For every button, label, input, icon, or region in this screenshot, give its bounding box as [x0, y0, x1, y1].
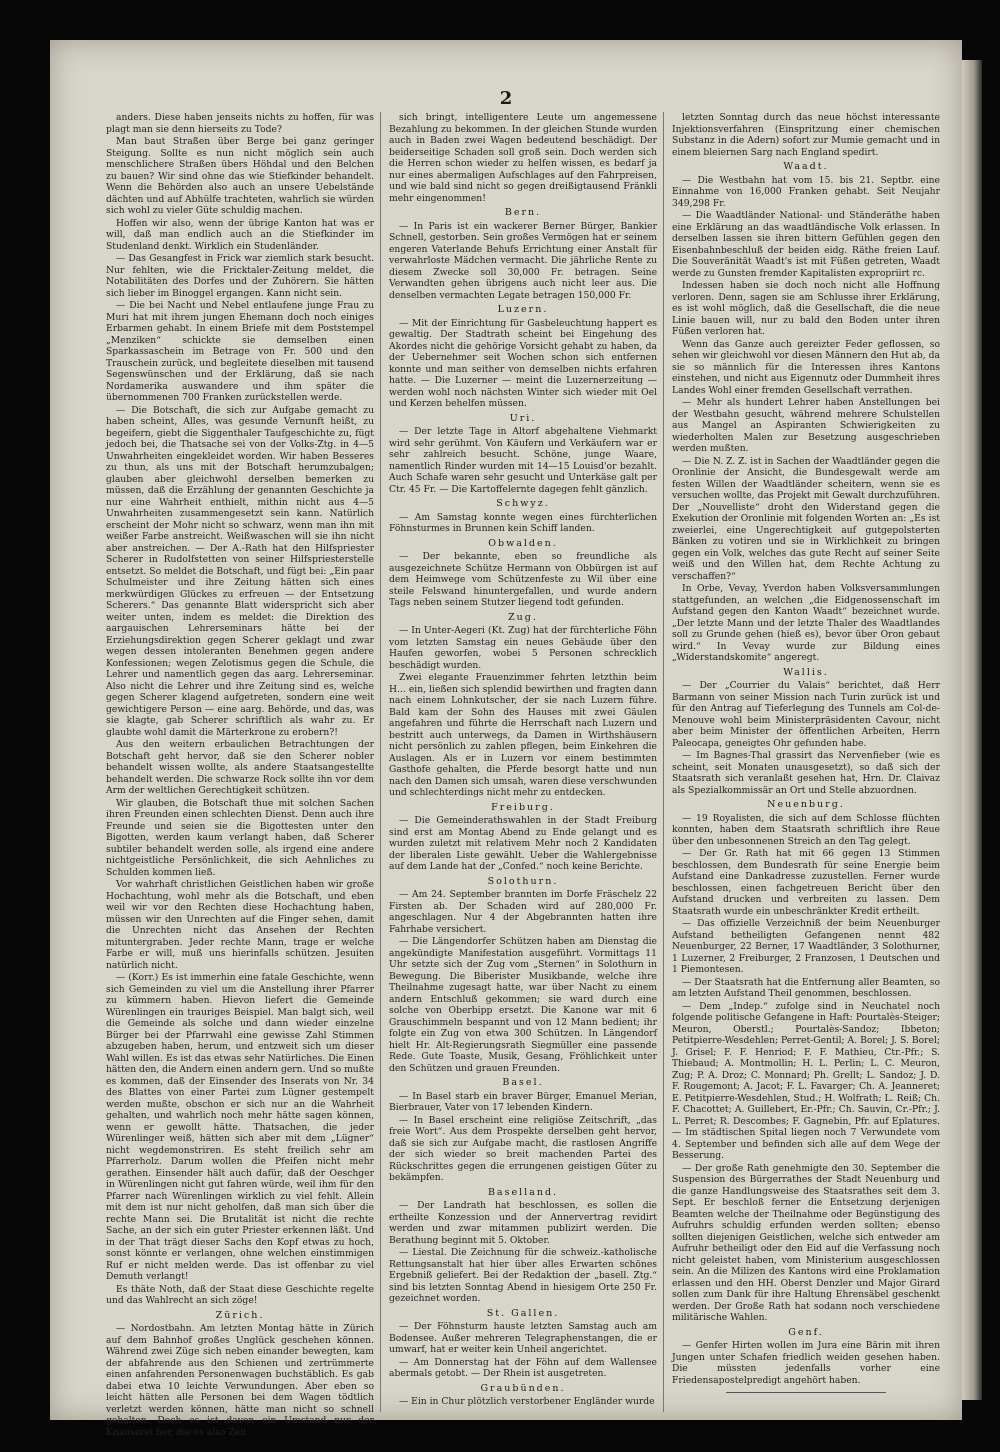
paragraph: — Am Donnerstag hat der Föhn auf dem Wallensee abermals getobt. — Der Rhein ist ausgetreten.	[389, 1356, 657, 1379]
paragraph: — Die Westbahn hat vom 15. bis 21. Septbr. eine Einnahme von 16,000 Franken gehabt. Seit Neujahr 349,298 Fr.	[672, 174, 940, 209]
paragraph: Aus den weitern erbaulichen Betrachtungen der Botschaft geht hervor, daß sie den Scherer nobler behandelt wissen wollte, als andere Staatsangestellte behandelt werden. Die schwarze Rock sollte ihn vor dem Arm der weltlichen Gerechtigkeit schützen.	[106, 739, 374, 796]
paragraph: — Der „Courrier du Valais“ berichtet, daß Herr Barmann von seiner Mission nach Turin zurück ist und für den Antrag auf Tieferlegung des Tunnels am Col-de-Menouve wohl beim Ministerpräsidenten Cavour, nicht aber beim Minister der öffentlichen Arbeiten, Herrn Paleocapa, geneigtes Ohr gefunden habe.	[672, 680, 940, 749]
section-heading-waadt: Waadt.	[783, 161, 829, 172]
section-heading-freiburg: Freiburg.	[491, 801, 555, 813]
section-heading-graubuenden: Graubünden.	[480, 1382, 566, 1394]
page-number: 2	[499, 88, 513, 109]
end-rule	[726, 1392, 887, 1393]
newspaper-page	[50, 40, 962, 1438]
paragraph: — Die Längendorfer Schützen haben am Dienstag die angekündigte Manifestation ausgeführt. Vormittags 11 Uhr setzte sich der Zug vom „Sternen“ in Solothurn in Bewegung. Die Biberister Musikbande, welche ihre Theilnahme zugesagt hatte, war über Nacht zu einem andern Entschluß gekommen; sie ward durch eine solche von Oberbipp ersetzt. Die Kanone war mit 6 Grauschimmeln bespannt und von 12 Mann bedient; ihr folgte ein Zug von etwa 300 Schützen. In Längendorf hielt Hr. Alt-Regierungsrath Siegmüller eine passende Rede. Gute Toaste, Musik, Gesang, Fröhlichkeit unter den Schützen und grauen Freunden.	[389, 936, 657, 1074]
paragraph: — Die N. Z. Z. ist in Sachen der Waadtländer gegen die Oronlinie der Ansicht, die Bundesgewalt werde am festen Willen der Waadtländer scheitern, wenn sie es versuchen wollte, das Projekt mit Gewalt durchzuführen. Der „Nouvelliste“ droht den Widerstand gegen die Exekution der Oronlinie mit folgenden Worten an: „Es ist zweierlei, eine Ungerechtigkeit auf gutgepolsterten Bänken zu votiren und sie in Wirklichkeit zu bringen gegen ein Volk, welches das gute Recht auf seiner Seite weiß und den Willen hat, dem Rechte Achtung zu verschaffen?“	[672, 455, 940, 582]
section-heading-solothurn: Solothurn.	[487, 875, 559, 887]
paragraph: — In Unter-Aegeri (Kt. Zug) hat der fürchterliche Föhn vom letzten Samstag ein neues Gebäude über den Haufen geworfen, wobei 5 Personen schrecklich beschädigt wurden.	[389, 625, 657, 671]
paragraph: Indessen haben sie doch noch nicht alle Hoffnung verloren. Denn, sagen sie am Schlusse ihrer Erklärung, es ist wohl möglich, daß die Gesellschaft, die die neue Linie bauen will, nur zu bald den Boden unter ihren Füßen verloren hat.	[672, 280, 940, 337]
paragraph: — Mehr als hundert Lehrer haben Anstellungen bei der Westbahn gesucht, während mehrere Schulstellen aus Mangel an Aspiranten Schwierigkeiten zu wiederholten Malen zur Besetzung ausgeschrieben werden mußten.	[672, 397, 940, 454]
section-heading-uri: Uri.	[509, 412, 537, 424]
paragraph: — Der letzte Tage in Altorf abgehaltene Viehmarkt wird sehr gerühmt. Von Käufern und Verkäufern war er sehr zahlreich besucht. Schöne, junge Waare, namentlich Rinder wurden mit 14—15 Louisd'or bezahlt. Auch Schafe waren sehr gesucht und Unterkäse galt per Ctr. 45 Fr. — Die Kartoffelernte dagegen fehlt gänzlich.	[389, 426, 657, 495]
page-edge-shadow	[962, 60, 982, 1400]
section-heading-basel: Basel.	[502, 1077, 544, 1088]
column-2	[389, 112, 664, 1412]
paragraph: — In Basel starb ein braver Bürger, Emanuel Merian, Bierbrauer, Vater von 17 lebenden Kindern.	[389, 1090, 657, 1113]
section-heading-wallis: Wallis.	[783, 666, 829, 678]
paragraph: — Das Gesangfest in Frick war ziemlich stark besucht. Nur fehlten, wie die Fricktaler-Zeitung meldet, die Notabilitäten des Dorfes und der Zuhörern. Sie hätten sich lieber im Binoggel ergangen. Kann nicht sein.	[106, 253, 374, 299]
section-heading-bern: Bern.	[504, 207, 542, 218]
text-columns	[106, 112, 946, 1438]
paragraph: — Die bei Nacht und Nebel entlaufene junge Frau zu Muri hat mit ihrem jungen Ehemann doch noch einiges Erbarmen gehabt. In einem Briefe mit dem Poststempel „Menziken“ schickte sie demselben einen Sparkassaschein im Betrage von Fr. 500 und den Trauschein zurück, und begleitete dieselben mit tausend Segenswünschen und der Erklärung, daß sie nach Nordamerika auswandere und ihm später die übernommenen 700 Franken zurückstellen werde.	[106, 300, 374, 403]
section-heading-stgallen: St. Gallen.	[486, 1307, 560, 1319]
paragraph: — Nordostbahn. Am letzten Montag hätte in Zürich auf dem Bahnhof großes Unglück geschehen können. Während zwei Züge sich neben einander bewegten, kam der abfahrende aus den Schienen und zertrümmerte einen anfahrenden Personenwagen buchstäblich. Es gab dabei etwa 10 leichte Verwundungen. Aber eben so leicht hätten alle Personen bei dem Wagen tödtlich verletzt werden können, hätte man nicht so schnell gehalten. Doch es ist davon ein Umstand nur der Knauserei her, die es also Zeit	[106, 1323, 374, 1438]
paragraph: — Am 24. September brannten im Dorfe Fräschelz 22 Firsten ab. Der Schaden wird auf 280,000 Fr. angeschlagen. Nur 4 der Abgebrannten hatten ihre Fahrhabe versichert.	[389, 889, 657, 935]
paragraph: Zwei elegante Frauenzimmer fehrten letzthin beim H... ein, ließen sich splendid bewirthen und fragten dann nach einem Lohnkutscher, der sie nach Luzern führe. Bald kam der Sohn des Hauses mit zwei Gäulen angefahren und führte die Herrschaft nach Luzern und bestritt auch unterwegs, da Damen in Wirthshäusern nicht persönlich zu zahlen pflegen, beim Einkehren die Auslagen. Als er in Luzern vor einem bestimmten Gasthofe gehalten, die Pferde besorgt hatte und nun nach den Damen sich umsah, waren diese verschwunden und schlechterdings nicht mehr zu entdecken.	[389, 672, 657, 798]
section-heading-luzern: Luzern.	[497, 304, 549, 315]
section-heading-zuerich: Zürich.	[215, 1309, 265, 1321]
paragraph: Wir glauben, die Botschaft thue mit solchen Sachen ihren Freunden einen schlechten Dienst. Denn auch ihre Freunde und seien sie die Bigottesten unter den Bigotten, werden kaum verlangt haben, daß Scherer subtiler behandelt werden solle, als irgend eine andere nichtgeistliche Persönlichkeit, die sich Aehnliches zu Schulden kommen ließ.	[106, 797, 374, 878]
section-heading-schwyz: Schwyz.	[496, 498, 550, 509]
section-heading-baselland: Baselland.	[487, 1186, 559, 1198]
paragraph: In Orbe, Vevay, Yverdon haben Volksversammlungen stattgefunden, an welchen „die Eidgenossenschaft im Aufstand gegen den Kanton Waadt“ bezeichnet wurde. „Der letzte Mann und der letzte Thaler des Waadtlandes soll zu Grunde gehen (hieß es), bevor über Oron gebaut wird.“ In Vevay wurde zur Bildung eines „Widerstandskomite“ angeregt.	[672, 583, 940, 663]
section-heading-zug: Zug.	[508, 611, 538, 623]
paragraph: — Die Gemeinderathswahlen in der Stadt Freiburg sind erst am Montag Abend zu Ende gelangt und es wurden zuletzt mit relativem Mehr noch 2 Kandidaten der liberalen Liste gewählt. Ueber die Wahlergebnisse auf dem Lande hat der „Confed.“ noch keine Berichte.	[389, 815, 657, 872]
paragraph: — In Basel erscheint eine religiöse Zeitschrift, „das freie Wort“. Aus dem Prospekte derselben geht hervor, daß sie sich zur Aufgabe macht, die rastlosen Angriffe der sich wieder so breit machenden Partei des Rückschrittes gegen die errungenen geistigen Güter zu bekämpfen.	[389, 1114, 657, 1183]
paragraph: — Das offizielle Verzeichniß der beim Neuenburger Aufstand betheiligten Gefangenen nennt 482 Neuenburger, 22 Berner, 17 Waadtländer, 3 Solothurner, 1 Luzerner, 2 Freiburger, 2 Franzosen, 1 Deutschen und 1 Piemontesen.	[672, 918, 940, 975]
paragraph: — Im Bagnes-Thal grassirt das Nervenfieber (wie es scheint, seit Monaten unausgesetzt), so daß sich der Staatsrath sich veranlaßt gesehen hat, Hrn. Dr. Claivaz als Spezialkommissär an Ort und Stelle abzuordnen.	[672, 750, 940, 796]
paragraph: Vor wahrhaft christlichen Geistlichen haben wir große Hochachtung, wohl mehr als die Botschaft, und eben weil wir vor den Rechten diese Hochachtung haben, müssen wir den Unrechten auf die Finger sehen, damit die Unrechten nicht das Ansehen der Rechten mituntergraben. Jeder rechte Mann, trage er welche Farbe er will, muß uns hierinfalls schützen. Jesuiten natürlich nicht.	[106, 879, 374, 971]
paragraph: — Der Föhnsturm hauste letzten Samstag auch am Bodensee. Außer mehreren Telegraphenstangen, die er umwarf, hat er weiter kein Unheil angerichtet.	[389, 1321, 657, 1355]
paragraph: — 19 Royalisten, die sich auf dem Schlosse flüchten konnten, haben dem Staatsrath schriftlich ihre Reue über den unbesonnenen Streich an den Tag gelegt.	[672, 812, 940, 847]
section-heading-genf: Genf.	[788, 1326, 824, 1338]
paragraph: — Dem „Indep.“ zufolge sind in Neuchatel noch folgende politische Gefangene in Haft: Pourtalès-Steiger; Meuron, Oberstl.; Pourtalès-Sandoz; Ibbeton; Petitpierre-Wesdehlen; Perret-Gentil; A. Borel; J. S. Borel; J. Grisel; F. F. Henriod; F. F. Mathieu, Ctr.-Pfr.; S. Thiebaud; A. Montmollin; H. L. Perlin; L. C. Meuron, Zug; P. A. Droz; C. Monnard; Ph. Grellt; L. Sandoz; J. D. F. Rougemont; A. Jacot; F. L. Favarger; Ch. A. Jeanneret; E. Petitpierre-Wesdehlen, Stud.; H. Wolfrath; L. Reiß; Ch. F. Chacottet; A. Guillebert, Er.-Pfr.; Ch. Sauvin, Cr.-Pfr.; J. L. Perret; R. Descombes; F. Gagnebin, Pfr. auf Eplatures. — Im städtischen Spital liegen noch 7 Verwundete vom 4. September und befinden sich alle auf dem Wege der Besserung.	[672, 1000, 940, 1161]
paragraph: — Ein in Chur plötzlich verstorbener Engländer wurde	[399, 1396, 655, 1407]
column-1	[106, 112, 381, 1438]
column-3	[672, 112, 946, 1412]
paragraph: — Der Staatsrath hat die Entfernung aller Beamten, so am letzten Aufstand Theil genommen, beschlossen.	[672, 976, 940, 999]
paragraph: — Der Gr. Rath hat mit 66 gegen 13 Stimmen beschlossen, dem Bundesrath für seine Energie beim Aufstand eine Dankadresse zuzustellen. Ferner wurde beschlossen, einen fachgetreuen Bericht über den Aufstand drucken und verbreiten zu lassen. Dem Staatsrath wurde ein unbeschränkter Kredit ertheilt.	[672, 848, 940, 917]
paragraph: Hoffen wir also, wenn der übrige Kanton hat was er will, daß man endlich auch an die Stiefkinder im Studenland denkt. Wirklich ein Studenländer.	[106, 217, 374, 252]
paragraph: Man baut Straßen über Berge bei ganz geringer Steigung. Sollte es nun nicht möglich sein auch menschlichere Straßen übers Höhdal und den Belchen zu bauen? Wir sind ohne das wie Stiefkinder behandelt. Wenn die Behörden also auch an unsere Uebelstände dächten und auf Abhülfe trachteten, wahrlich sie würden sich wohl zu vieler Güte schuldig machen.	[106, 136, 374, 216]
paragraph: — Liestal. Die Zeichnung für die schweiz.-katholische Rettungsanstalt hat hier über alles Erwarten schönes Ergebniß geliefert. Bei der Redaktion der „basell. Ztg.“ sind bis letzten Sonntag Abend in hiesigem Orte 250 Fr. gezeichnet worden.	[389, 1247, 657, 1304]
paragraph: — Der Landrath hat beschlossen, es sollen die ertheilte Konzession und der Annervertrag revidirt werden und zwar mitammen publizirt werden. Die Berathung beginnt mit 5. Oktober.	[389, 1200, 657, 1246]
paragraph: — Am Samstag konnte wegen eines fürchterlichen Föhnsturmes in Brunnen kein Schiff landen.	[389, 511, 657, 534]
paragraph: — Der große Rath genehmigte den 30. September die Suspension des Bürgerrathes der Stadt Neuenburg und die ganze Handlungsweise des Staatsrathes seit dem 3. Sept. Er beschloß ferner die Entsetzung derjenigen Beamten welche der Theilnahme oder Begünstigung des Aufruhrs schuldig erfunden werden sollten; ebenso sollten diejenigen Geistlichen, welche sich entweder am Aufruhr betheiligt oder den Eid auf die Verfassung noch nicht geleistet haben, vom Ministerium ausgeschlossen sein. An die Milizen des Kantons wird eine Proklamation erlassen und den HH. Oberst Denzler und Major Girard sollen zum Dank für ihre Haltung Ehrensäbel geschenkt werden. Der Große Rath hat sodann noch verschiedene militärische Wahlen.	[672, 1162, 940, 1323]
paragraph: — Der bekannte, eben so freundliche als ausgezeichnete Schütze Hermann von Obbürgen ist auf dem Heimwege vom Schützenfeste zu Wil über eine steile Felswand hinuntergefallen, und wurde andern Tags neben seinem Stutzer liegend todt gefunden.	[389, 551, 657, 608]
paragraph: — Genfer Hirten wollen im Jura eine Bärin mit ihren Jungen unter Schafen friedlich weiden gesehen haben. Die müssten jedenfalls vorher eine Friedensapostelpredigt angehört haben.	[672, 1340, 940, 1386]
section-heading-neuenburg: Neuenburg.	[767, 799, 845, 810]
paragraph: Es thäte Noth, daß der Staat diese Geschichte regelte und das Wahlrecht an sich zöge!	[106, 1283, 374, 1306]
section-heading-obwalden: Obwalden.	[488, 537, 558, 549]
paragraph: letzten Sonntag durch das neue höchst interessante Injektionsverfahren (Einspritzung einer chemischen Substanz in die Adern) sofort zur Mumie gemacht und in einem bleiernen Sarg nach England spedirt.	[672, 112, 940, 158]
paragraph: — (Korr.) Es ist immerhin eine fatale Geschichte, wenn sich Gemeinden zu viel um die Anstellung ihrer Pfarrer zu kümmern haben. Hievon liefert die Gemeinde Würenlingen ein trauriges Beispiel. Man balgt sich, weil die Gemeinde als solche und dann wieder einzelne Bürger bei der Pfarrwahl eine gewisse Zahl Stimmen abzugeben haben, herum, und entzweit sich um dieser Wahl willen. Es ist das etwas sehr Natürliches. Die Einen hätten den, die Andern einen andern gern. Und so mußte es kommen, daß der Einsender des Inserats von Nr. 34 des Blattes von einer Partei zum Lügner gestempelt werden mußte, obschon er sich nur an die Wahrheit gehalten, und wahrlich noch mehr hätte sagen können, wenn er gewollt hätte. Thatsachen, die jeder Würenlinger weiß, hätten sich aber mit dem „Lügner“ nicht wegdemonstriren. Es steht freilich sehr am Pfarrerholz. Darum wollen die Pfeifen nicht mehr gerathen. Einsender hält auch dafür, daß der Oeschger in Würenlingen nicht gut fahren würde, weil ihm für den Pfarrer nach Würenlingen wirklich zu viel fehlt. Allein mit dem ist nur nicht geholfen, daß man sich über die rechte Mann sei. Die Brutalität ist nicht die rechte Sache, an der sich ein guter Priester erkennen läßt. Und in der That trägt dieser Sachs den Kopf etwas zu hoch, sonst könnte er verlangen, ohne welchen einstimmigen Ruf er nicht melden werde. Das ist offenbar zu viel Demuth verlangt!	[106, 972, 374, 1282]
paragraph: Wenn das Ganze auch gereizter Feder geflossen, so sehen wir gleichwohl vor diesen Männern den Hut ab, da sie so männlich für die Interessen ihres Kantons einstehen, und nicht aus Eigennutz oder Dummheit ihres Landes Wohl einer fremden Gesellschaft verrathen.	[672, 338, 940, 396]
paragraph: — Die Botschaft, die sich zur Aufgabe gemacht zu haben scheint, Alles, was gesunde Vernunft heißt, zu begeifern, giebt die Siggenthaler Taufgeschichte zu, fügt jedoch bei, die Thatsache sei von der Volks-Ztg. in 4—5 Unwahrheiten eingekleidet worden. Wir haben Besseres zu thun, als uns mit der Botschaft herumzubalgen; glauben aber gleichwohl derselben bemerken zu müssen, daß die Erzählung der genannten Geschichte ja nur eine Wahrheit enthielt, mithin nicht aus 4—5 Unwahrheiten zusammengesetzt sein kann. Natürlich erscheint der Mohr nicht so schwarz, wenn man ihn mit weißer Farbe anstreicht. Weißwaschen will sie ihn nicht aber anstreichen. — Der A.-Rath hat den Hilfspriester Scherer in Rudolfstetten von seiner Hilfspriesterstelle entsetzt. So meldet die Botschaft, und fügt bei: „Ein paar Schulmeister und ihre Zeitung hätten sich eines merkwürdigen Glückes zu erfreuen — der Entsetzung Scherers.“ Das genannte Blatt widerspricht sich aber weiter unten, indem es meldet: die Direktion des aargauischen Lehrerseminars hätte bei der Erziehungsdirektion gegen Scherer geklagt und zwar wegen dessen intoleranten Benehmen gegen andere Konfessionen; wegen Zelotismus gegen die Schule, die Lehrer und namentlich gegen das aarg. Lehrerseminar. Also nicht die Lehrer und ihre Zeitung sind es, welche gegen Scherer klagend aufgetreten, sondern eine weit gewichtigere Person — eine aarg. Behörde, und das, was sie klagte, gab Scherer schriftlich als wahr zu. Er glaubte wohl damit die Märterkrone zu erobern?!	[106, 404, 374, 738]
paragraph: — Mit der Einrichtung für Gasbeleuchtung happert es gewaltig. Der Stadtrath scheint bei Eingehung des Akordes nicht die gehörige Vorsicht gehabt zu haben, da der Uebernehmer seit Wochen schon sich entfernen konnte und man seither von demselben nichts erfahren hatte. — Die Luzerner — meint die Luzernerzeitung — werden wohl noch nächsten Winter sich wieder mit Oel und Kerzen behelfen müssen.	[389, 317, 657, 409]
paragraph: sich bringt, intelligentere Leute um angemessene Bezahlung zu bekommen. In der gleichen Stunde wurden auch in Baden zwei Wagen bedeutend beschädigt. Der beiderseitige Schaden soll groß sein. Doch werden sich die Herren schon wieder zu helfen wissen, es bedarf ja nur eines abermaligen Aufschlages auf den Fahrpreisen, und wie bald sind nicht so gegen dreißigtausend Fränkli mehr eingenommen!	[389, 112, 657, 204]
paragraph: anders. Diese haben jenseits nichts zu hoffen, für was plagt man sie denn hierseits zu Tode?	[106, 112, 374, 135]
paragraph: — Die Waadtländer National- und Ständeräthe haben eine Erklärung an das waadtländische Volk erlassen. In derselben lassen sie ihren bittern Gefühlen gegen den Eisenbahnbeschluß der beiden eidg. Räthe freien Lauf. Die Souveränität Waadt's ist mit Füßen getreten, Waadt werde zu Gunsten fremder Kapitalisten expropriirt rc.	[672, 210, 940, 279]
paragraph: — In Paris ist ein wackerer Berner Bürger, Bankier Schnell, gestorben. Sein großes Vermögen hat er seinem engeren Vaterlande Behufs Errichtung einer Anstalt für verwahrloste Mädchen vermacht. Die jährliche Rente zu diesem Zwecke soll 30,000 Fr. betragen. Seine Verwandten gehen übrigens auch nicht leer aus. Die denselben vermachten Legate betragen 150,000 Fr.	[389, 220, 657, 301]
